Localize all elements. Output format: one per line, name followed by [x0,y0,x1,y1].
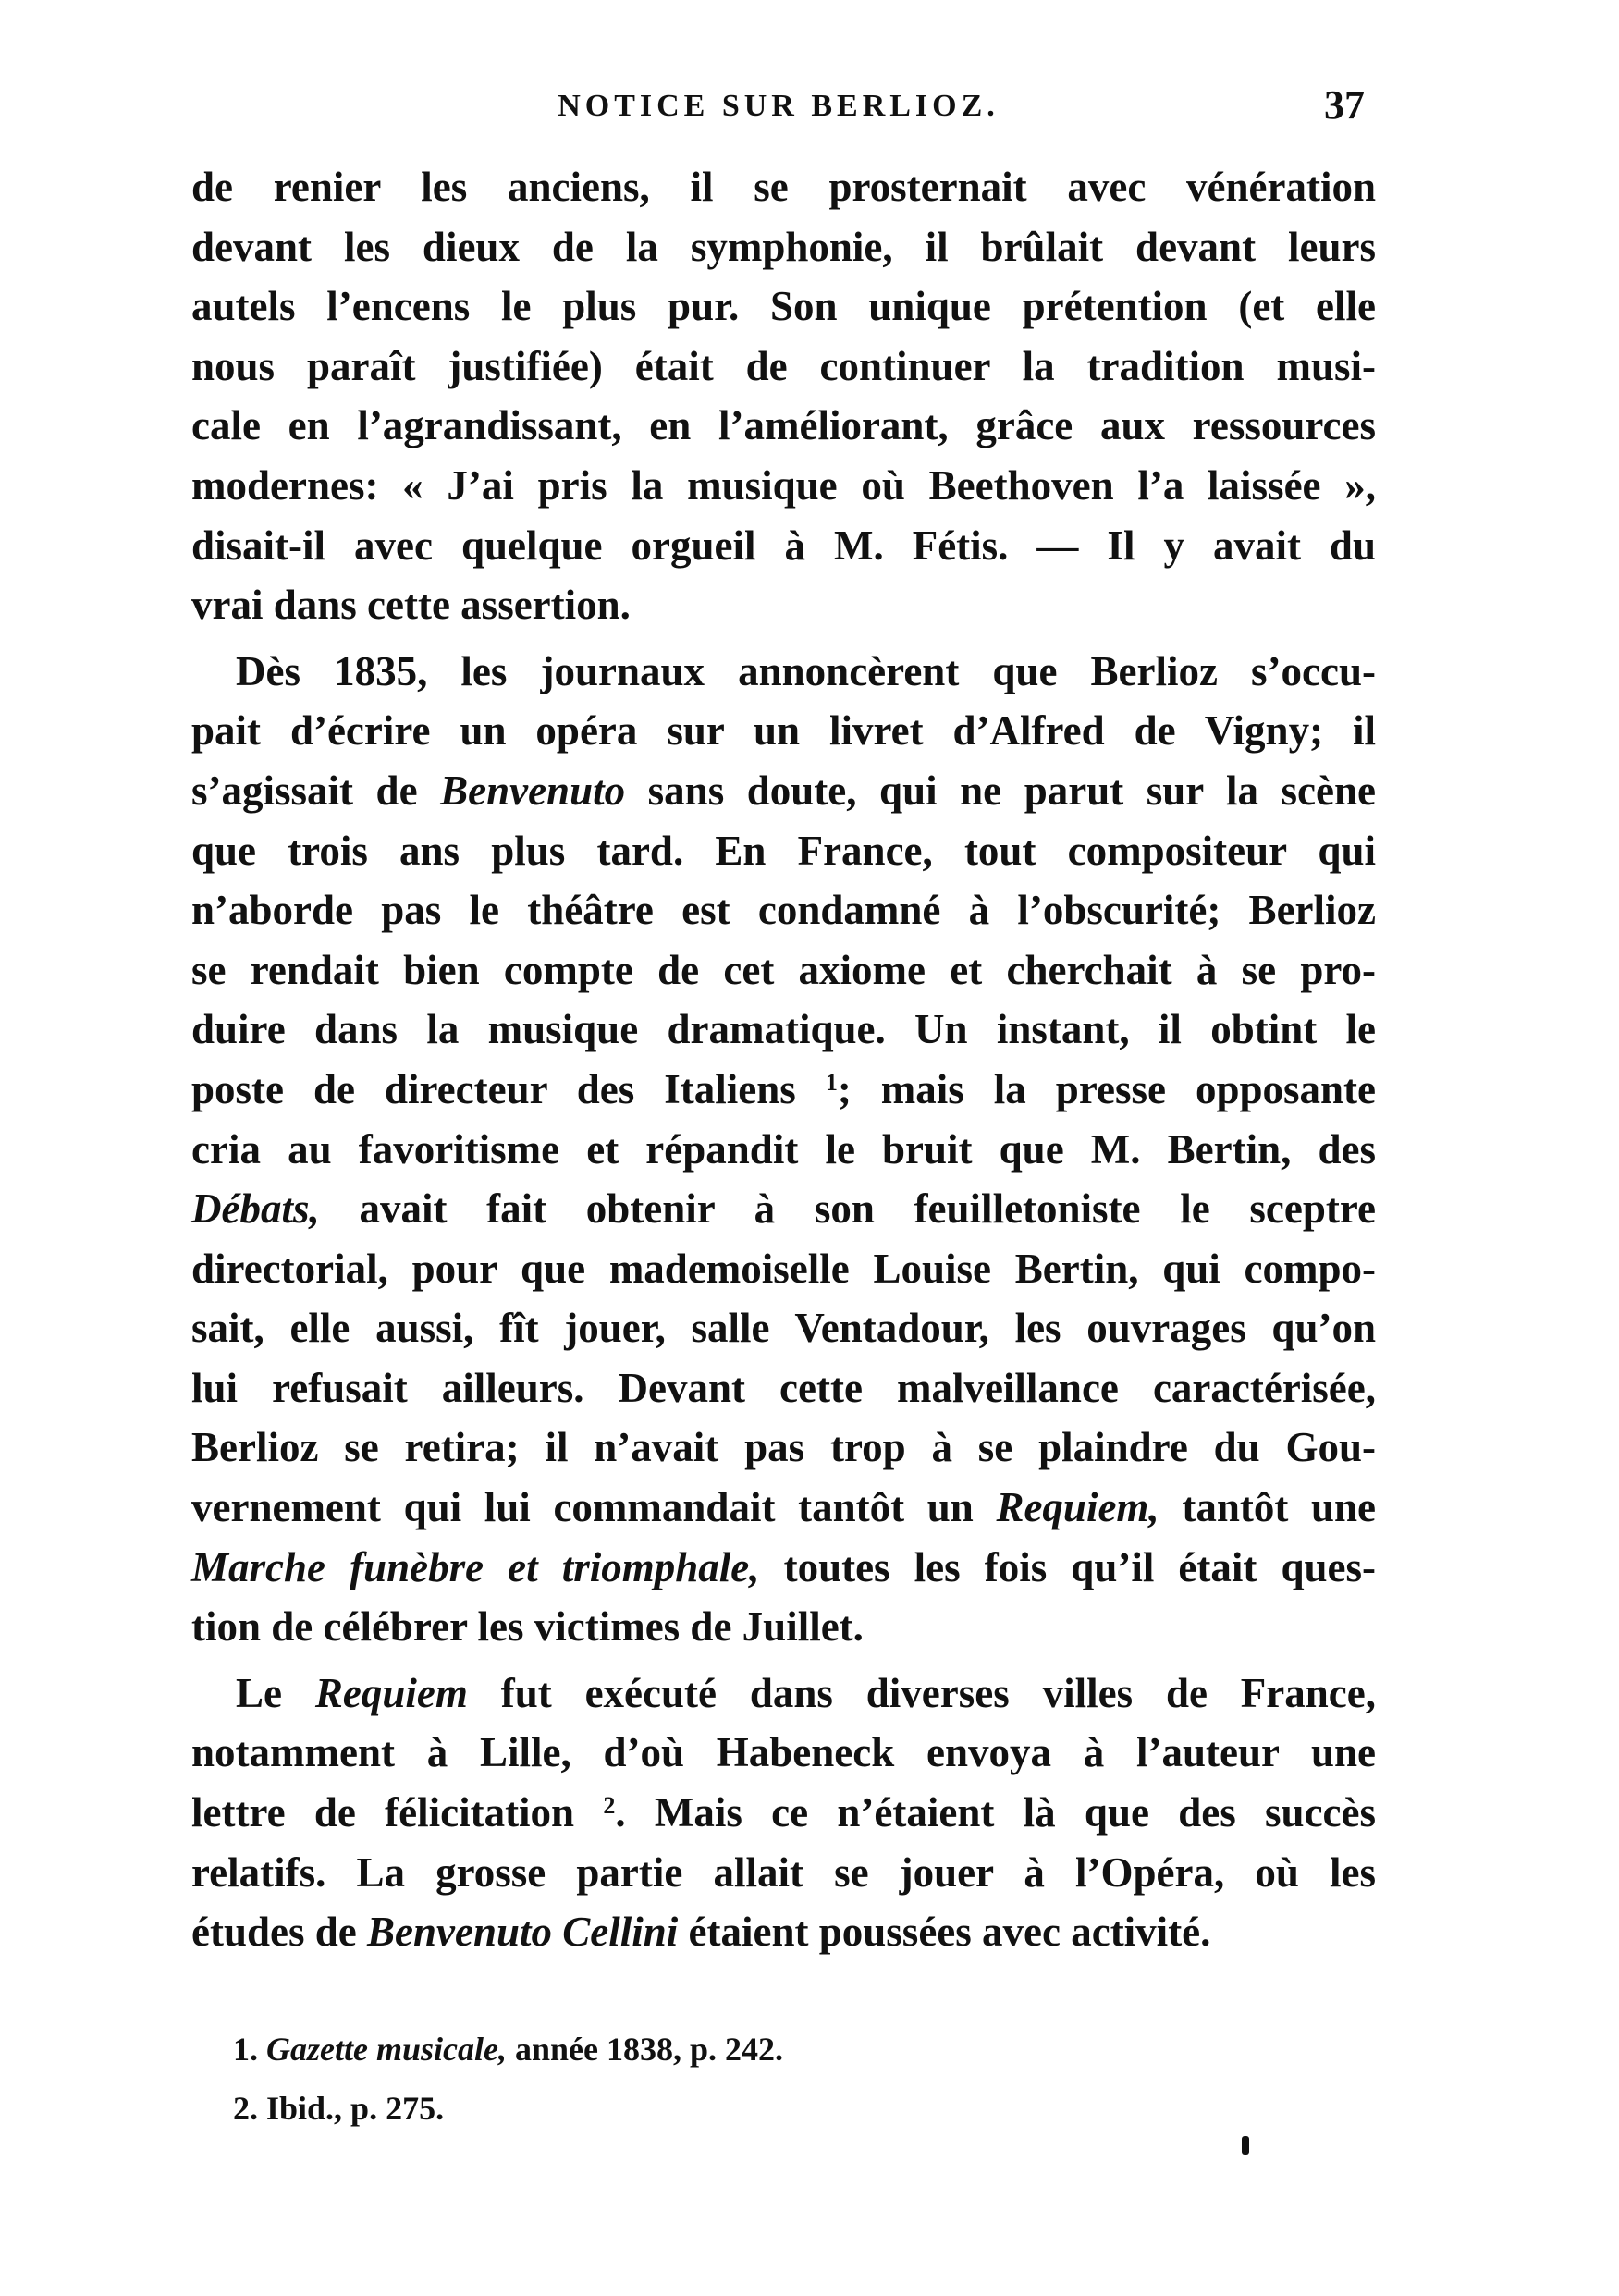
italic-text: Requiem, [996,1484,1159,1531]
text-line [191,1120,1376,1180]
text-run: duire dans la musique dramatique. Un instant, il obtint le [191,1006,1376,1053]
text-run: tantôt une [1159,1484,1376,1531]
text-run: Le [236,1669,315,1716]
body-text [191,157,1376,1969]
text-run: disait-il avec quelque orgueil à M. Fétis. — Il y avait du [191,522,1376,569]
running-title: NOTICE SUR BERLIOZ. [558,89,1000,123]
footnote [233,2020,783,2079]
text-run: études de [191,1909,367,1956]
text-run: avait fait obtenir à son feuilletoniste le sceptre [319,1185,1376,1233]
italic-text: Gazette musicale, [266,2031,507,2068]
text-line [191,1478,1376,1538]
text-line [191,217,1376,277]
printer-mark [1242,2136,1249,2155]
text-line [191,1723,1376,1783]
footnote-ref: 1 [825,1068,838,1096]
text-line [191,1783,1376,1843]
paragraph [191,642,1376,1657]
paragraph [191,157,1376,635]
text-run: Dès 1835, les journaux annoncèrent que Berlioz s’occu- [236,647,1376,694]
text-run: Berlioz se retira; il n’avait pas trop à se plaindre du Gou- [191,1424,1376,1471]
text-line [191,1298,1376,1358]
italic-text: Benvenuto [440,767,626,814]
text-run: vrai dans cette assertion. [191,582,631,629]
text-run: autels l’encens le plus pur. Son unique prétention (et elle [191,283,1376,330]
text-run: 2. Ibid., p. 275. [233,2090,445,2127]
text-line [191,642,1376,702]
text-line [191,1664,1376,1724]
text-line [191,701,1376,761]
text-line [191,276,1376,337]
page-number: 37 [1324,82,1365,128]
text-run: ; mais la presse opposante [837,1065,1377,1112]
footnote [233,2079,783,2138]
paragraph [191,1664,1376,1962]
text-line [191,1418,1376,1478]
text-line [191,1538,1376,1598]
text-run: poste de directeur des Italiens [191,1065,826,1112]
text-run: s’agissait de [191,767,441,814]
italic-text: Marche funèbre et triomphale, [191,1543,760,1590]
text-line [191,940,1376,1001]
text-run: fut exécuté dans diverses villes de France, [467,1669,1376,1716]
text-line [191,396,1376,456]
text-run: toutes les fois qu’il était ques- [759,1543,1376,1590]
text-run: . Mais ce n’étaient là que des succès [615,1789,1376,1836]
text-run: étaient poussées avec activité. [678,1909,1211,1956]
text-line [191,157,1376,217]
text-line [191,516,1376,576]
text-run: vernement qui lui commandait tantôt un [191,1484,997,1531]
text-run: 1. [233,2031,266,2068]
text-run: n’aborde pas le théâtre est condamné à l’obscurité; Berlioz [191,887,1376,934]
text-line [191,1358,1376,1418]
text-run: modernes: « J’ai pris la musique où Beethoven l’a laissée », [191,461,1376,509]
text-line [191,456,1376,516]
text-run: se rendait bien compte de cet axiome et cherchait à se pro- [191,946,1376,993]
text-line [191,1597,1376,1657]
text-run: lettre de félicitation [191,1789,604,1836]
italic-text: Débats, [191,1185,320,1233]
text-line [191,1179,1376,1239]
text-run: année 1838, p. 242. [506,2031,783,2068]
italic-text: Requiem [314,1669,468,1716]
text-run: relatifs. La grosse partie allait se jouer à l’Opéra, où les [191,1848,1376,1896]
text-run: cale en l’agrandissant, en l’améliorant, grâce aux ressources [191,402,1376,449]
text-run: nous paraît justifiée) était de continuer la tradition musi- [191,342,1376,389]
text-run: cria au favoritisme et répandit le bruit que M. Bertin, des [191,1125,1376,1173]
text-line [191,1843,1376,1903]
text-run: que trois ans plus tard. En France, tout compositeur qui [191,827,1376,874]
text-line [191,1000,1376,1060]
italic-text: Benvenuto Cellini [367,1909,679,1956]
text-run: sait, elle aussi, fît jouer, salle Ventadour, les ouvrages qu’on [191,1305,1376,1352]
text-line [191,761,1376,821]
footnote-ref: 2 [603,1792,616,1820]
text-line [191,880,1376,940]
text-run: lui refusait ailleurs. Devant cette malveillance caractérisée, [191,1364,1376,1411]
text-run: tion de célébrer les victimes de Juillet. [191,1603,864,1651]
footnotes [233,2020,783,2138]
text-run: pait d’écrire un opéra sur un livret d’Alfred de Vigny; il [191,707,1376,755]
text-line [191,1060,1376,1120]
text-line [191,1902,1376,1962]
text-run: notamment à Lille, d’où Habeneck envoya à l’auteur une [191,1729,1376,1776]
text-run: de renier les anciens, il se prosternait avec vénération [191,164,1376,210]
text-line [191,1239,1376,1299]
text-run: directorial, pour que mademoiselle Louise Bertin, qui compo- [191,1245,1376,1292]
text-line [191,575,1376,635]
text-run: sans doute, qui ne parut sur la scène [625,767,1376,814]
text-line [191,337,1376,397]
text-run: devant les dieux de la symphonie, il brûlait devant leurs [191,223,1376,270]
text-line [191,821,1376,881]
